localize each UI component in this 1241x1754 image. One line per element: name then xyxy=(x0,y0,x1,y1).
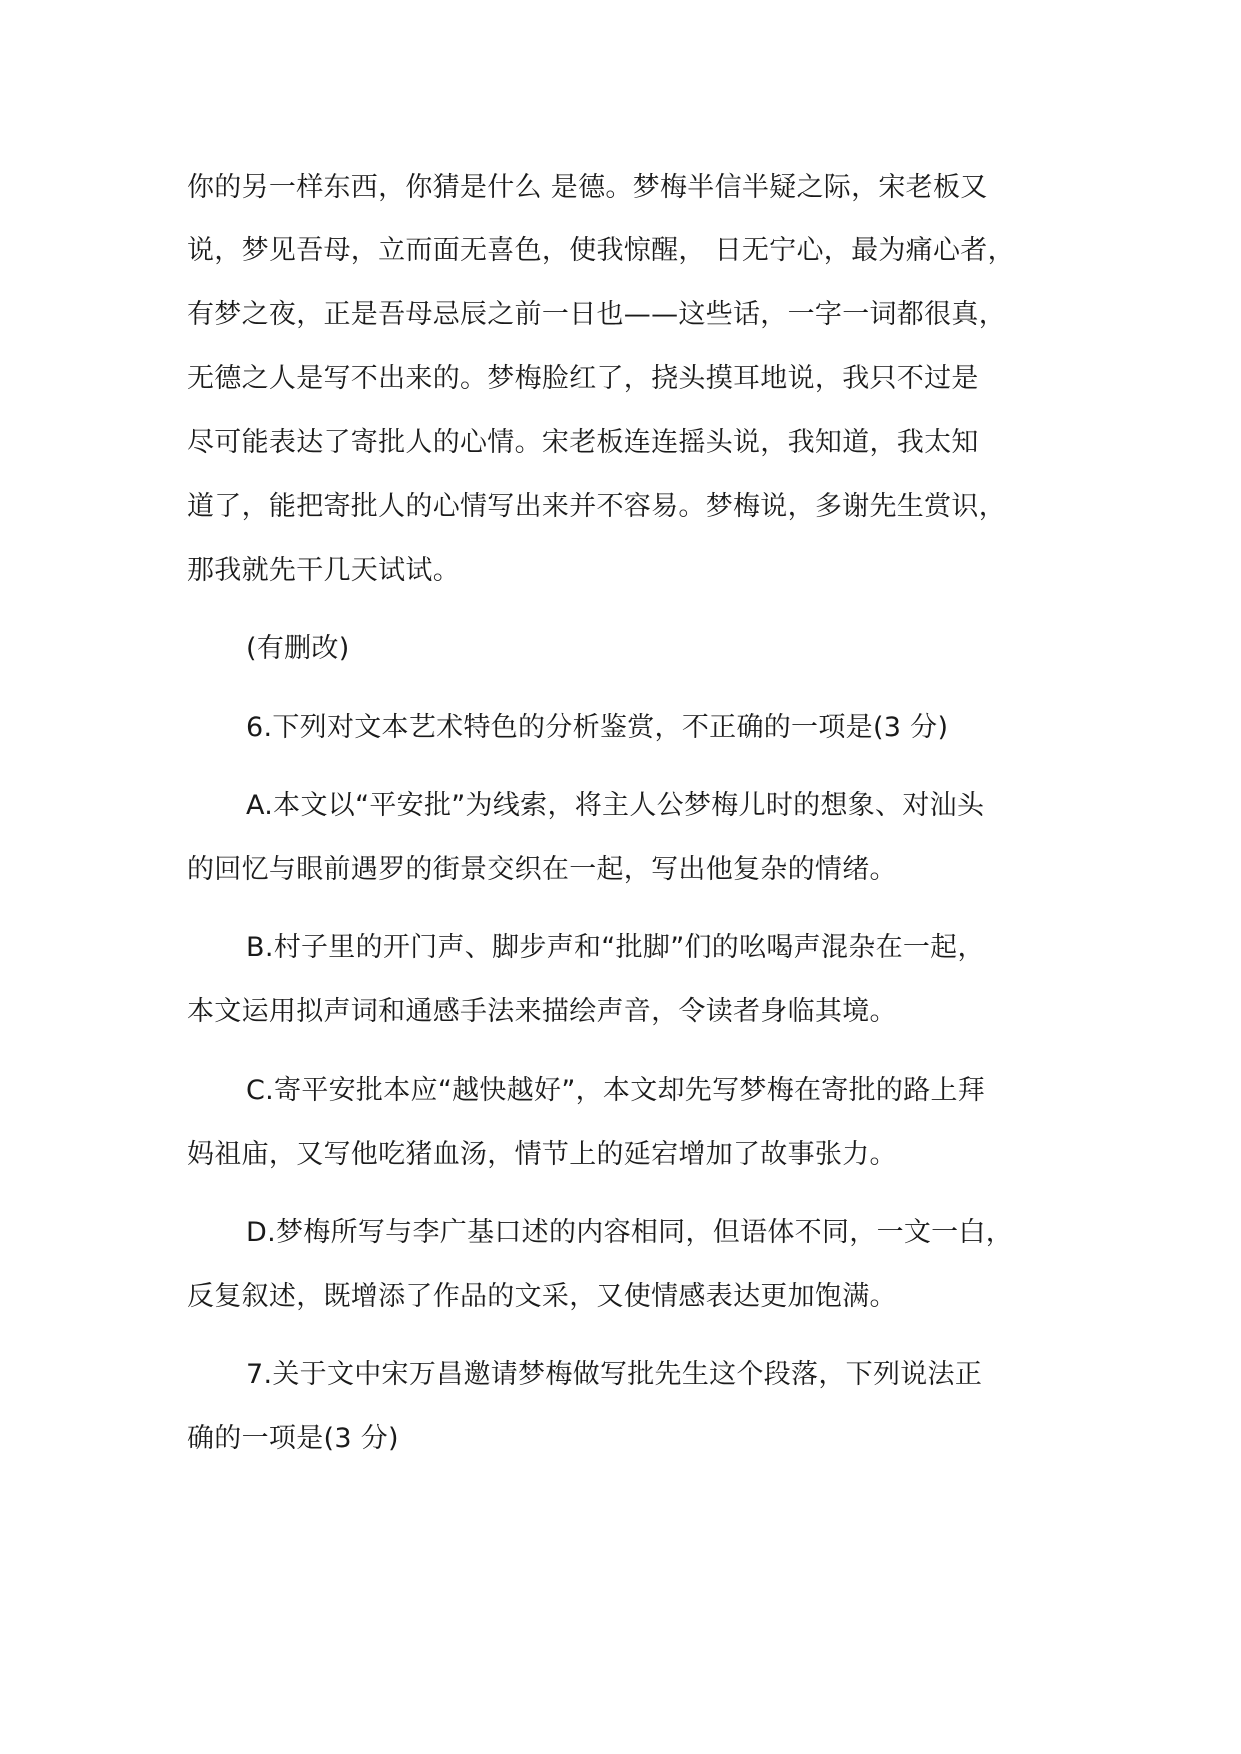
text-line: 说，梦见吾母，立而面无喜色，使我惊醒， 日无宁心，最为痛心者， xyxy=(187,235,1015,266)
text-line: 尽可能表达了寄批人的心情。宋老板连连摇头说，我知道，我太知 xyxy=(187,427,979,458)
text-line: 道了，能把寄批人的心情写出来并不容易。梦梅说，多谢先生赏识， xyxy=(187,491,1006,522)
source-note: (有删改) xyxy=(246,633,350,664)
option-6b-cont: 本文运用拟声词和通感手法来描绘声音，令读者身临其境。 xyxy=(187,996,897,1027)
option-6b: B.村子里的开门声、脚步声和“批脚”们的吆喝声混杂在一起， xyxy=(246,932,985,963)
option-6c: C.寄平安批本应“越快越好”，本文却先写梦梅在寄批的路上拜 xyxy=(246,1075,986,1106)
option-6c-cont: 妈祖庙，又写他吃猪血汤，情节上的延宕增加了故事张力。 xyxy=(187,1139,897,1170)
option-6a-cont: 的回忆与眼前遇罗的街景交织在一起，写出他复杂的情绪。 xyxy=(187,854,897,885)
text-line: 有梦之夜，正是吾母忌辰之前一日也——这些话，一字一词都很真， xyxy=(187,299,1006,330)
option-6d-cont: 反复叙述，既增添了作品的文采，又使情感表达更加饱满。 xyxy=(187,1281,897,1312)
question-6: 6.下列对文本艺术特色的分析鉴赏，不正确的一项是(3 分) xyxy=(246,712,949,743)
option-6d: D.梦梅所写与李广基口述的内容相同，但语体不同，一文一白， xyxy=(246,1217,1014,1248)
text-line: 你的另一样东西，你猜是什么 是德。梦梅半信半疑之际，宋老板又 xyxy=(187,172,988,203)
text-line: 那我就先干几天试试。 xyxy=(187,555,460,586)
question-7-cont: 确的一项是(3 分) xyxy=(187,1423,399,1454)
option-6a: A.本文以“平安批”为线索，将主人公梦梅儿时的想象、对汕头 xyxy=(246,790,985,821)
text-line: 无德之人是写不出来的。梦梅脸红了，挠头摸耳地说，我只不过是 xyxy=(187,363,979,394)
question-7: 7.关于文中宋万昌邀请梦梅做写批先生这个段落，下列说法正 xyxy=(246,1359,983,1390)
